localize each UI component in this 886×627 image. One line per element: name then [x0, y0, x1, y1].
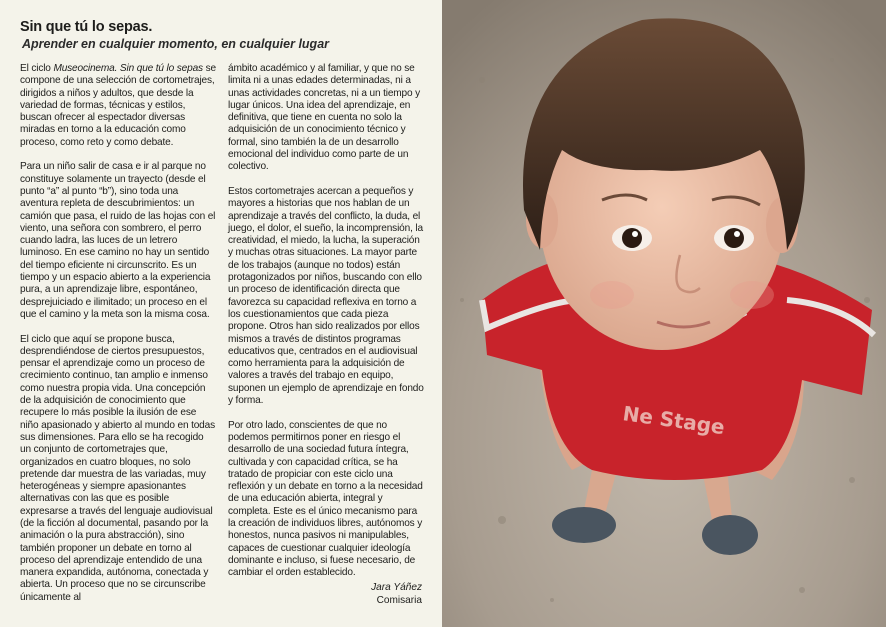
right-shoe — [702, 515, 758, 555]
left-shoe — [552, 507, 616, 543]
right-column — [228, 63, 424, 592]
paragraph: Por otro lado, conscientes de que no podemos permitirnos poner en riesgo el desarrollo de una sociedad futura íntegra, cultivada y con capacidad crítica, se ha tratado de propiciar con este ciclo una reflexión y un debate en torno a la necesidad de una educación abierta, integral y completa. Este es el único mecanismo para la creación de individuos libres, autónomos y honestos, nunca pasivos ni manipulables, capaces de cuestionar cualquier ideología dominante e incluso, si fuese necesario, de cambiar el orden establecido. — [228, 419, 423, 579]
paragraph: El ciclo que aquí se propone busca, desprendiéndose de ciertos presupuestos, pensar el aprendizaje como un proceso de crecimiento continuo, tan amplio e inmenso como nuestra propia vida. Una concepción de la adquisición de conocimiento que recupere lo más posible la ilusión de ese niño apasionado y abierto al mundo en todas sus dimensiones. Para ello se ha recogido un conjunto de cortometrajes que, organizados en cuatro bloques, no solo pretende dar muestra de las variadas, muy heterogéneas y siempre apasionantes alternativas con las que es posible expresarse a través del lenguaje audiovisual (de la ficción al documental, pasando por la animación o la pura abstracción), sino también proponer un debate en torno al proceso del aprendizaje entendido de una manera expandida, autónoma, conectada y abierta. Un proceso que no se circunscribe únicamente al — [20, 333, 216, 603]
child-photo — [442, 0, 886, 627]
left-pupil — [622, 228, 642, 248]
shirt-print: Ne Stage — [621, 401, 727, 440]
cycle-name: Museocinema. Sin que tú lo sepas — [53, 63, 203, 74]
eye-highlight — [734, 231, 740, 237]
text-page — [0, 0, 442, 627]
child-illustration — [442, 0, 886, 627]
author-name: Jara Yáñez — [371, 582, 422, 593]
paragraph: ámbito académico y al familiar, y que no se limita ni a unas edades determinadas, ni a unas actividades concretas, ni a un tiempo y lugar únicos. Una idea del aprendizaje, en definitiva, que tiene en cuenta no solo la adquisición de un conocimiento técnico y formal, sino también la de un desarrollo emocional del individuo como parte de un colectivo. — [228, 63, 421, 173]
paragraph: Para un niño salir de casa e ir al parque no constituye solamente un trayecto (desde el punto “a” al punto “b”), sino toda una aventura repleta de descubrimientos: un camión que pasa, el ruido de las hojas con el viento, una señora con sombrero, el perro cuando ladra, las luces de un letrero luminoso. En ese camino no hay un sentido del tiempo eficiente ni circunscrito. Es un tiempo y un espacio abierto a la experiencia pura, a un aprendizaje libre, espontáneo, desprejuiciado e ilimitado; un proceso en el que el camino y la meta son la misma cosa. — [20, 161, 216, 320]
paragraph — [20, 63, 216, 149]
right-pupil — [724, 228, 744, 248]
right-cheek — [730, 281, 774, 309]
author-role: Comisaria — [376, 594, 422, 606]
eye-highlight — [632, 231, 638, 237]
left-cheek — [590, 281, 634, 309]
paragraph: Estos cortometrajes acercan a pequeños y mayores a historias que nos hablan de un aprendizaje a través del conflicto, la duda, el juego, el dolor, el sueño, la incomprensión, la creatividad, el miedo, la lucha, la superación y muchas otras situaciones. La mayor parte de los trabajos (aunque no todos) están protagonizados por niños, buscando con ello un proceso de identificación directa que favorezca su capacidad reflexiva en torno a los cuestionamientos que cada pieza propone. Otros han sido realizados por ellos mismos a través de distintos programas educativos que, centrados en el audiovisual como herramienta para la adquisición de valores a través del trabajo en equipo, suponen un ejemplo de aprendizaje en fondo y forma. — [228, 185, 424, 407]
left-column — [20, 63, 216, 616]
paragraph-rest: se compone de una selección de cortometrajes, dirigidos a niños y adultos, que desde la variedad de formas, técnicas y estilos, buscan ofrecer al espectador diversas miradas en torno a la educación como proceso, como reto y como debate. — [20, 63, 216, 148]
page-title: Sin que tú lo sepas. — [20, 19, 153, 35]
paragraph-prefix: El ciclo — [20, 63, 54, 74]
page-subtitle: Aprender en cualquier momento, en cualquier lugar — [22, 37, 330, 51]
signature — [228, 582, 422, 607]
